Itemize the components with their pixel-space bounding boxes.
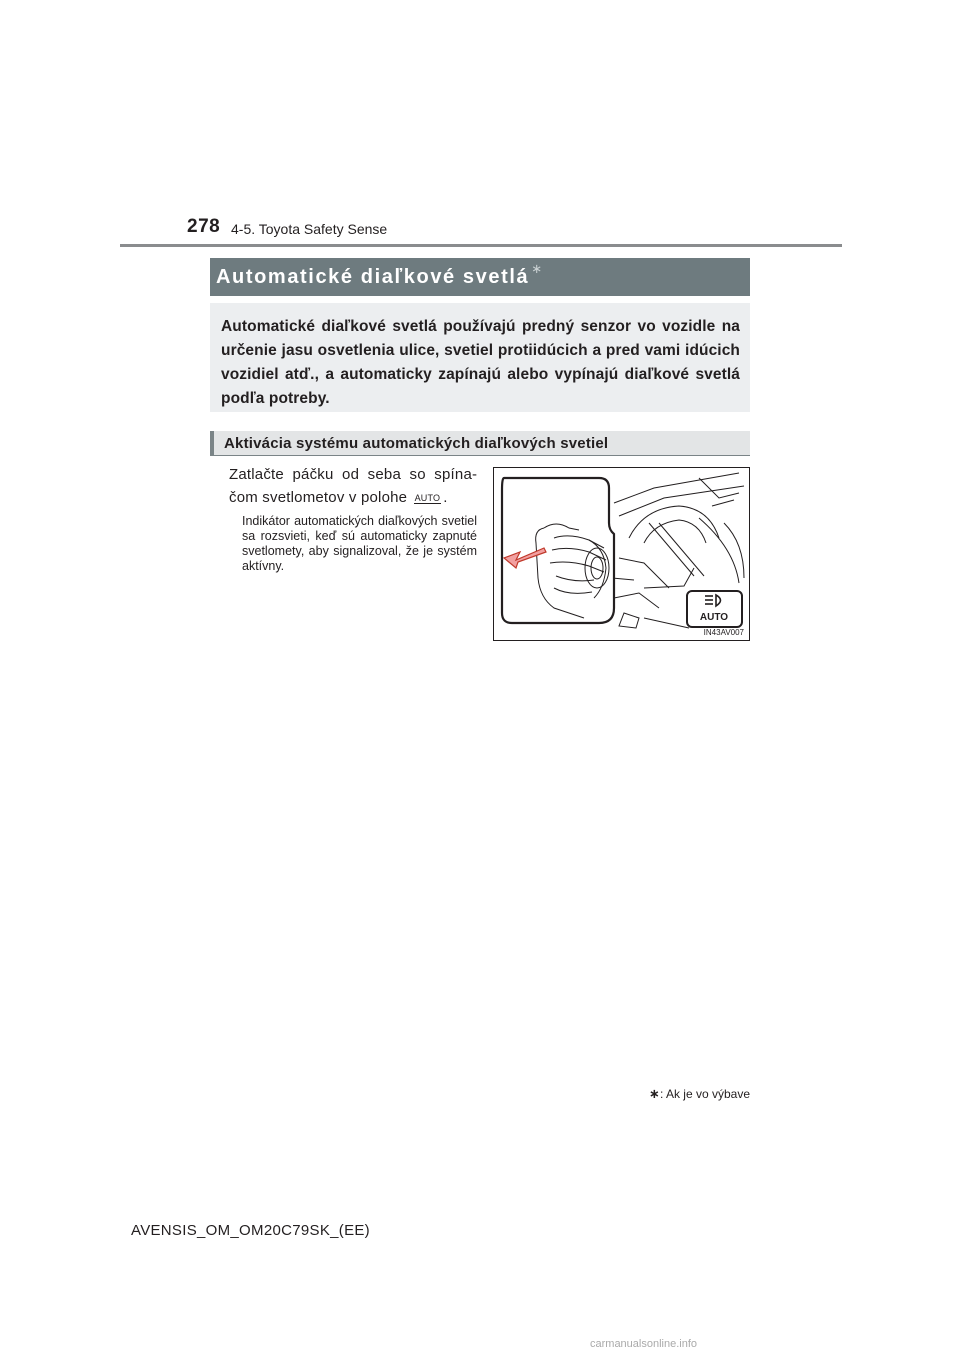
optional-equipment-marker: ∗ [531, 261, 543, 276]
page-number: 278 [187, 216, 221, 237]
section-reference: 4-5. Toyota Safety Sense [231, 221, 388, 237]
intro-text: Automatické diaľkové svetlá používajú predný senzor vo vozidle na určenie jasu osvetlenia ulice, svetiel protiidúcich a pred vami idúcich vozidiel atď., a automaticky zapínajú alebo vypínajú diaľkové svetlá podľa potreby. [221, 318, 740, 407]
watermark: carmanualsonline.info [590, 1338, 698, 1350]
intro-box [210, 303, 750, 412]
section-title: Automatické diaľkové svetlá [216, 265, 530, 288]
document-code: AVENSIS_OM_OM20C79SK_(EE) [131, 1222, 370, 1239]
figure-code: IN43AV007 [703, 628, 744, 637]
auto-position-symbol: AUTO [414, 493, 441, 503]
instruction-text [229, 463, 477, 509]
footnote-marker: ∗ [649, 1086, 660, 1101]
subsection-title-bar [210, 431, 750, 456]
headlight-switch-illustration [493, 467, 750, 641]
footnote [620, 1086, 750, 1102]
indicator-note: Indikátor automatických diaľkových svetiel sa rozsvieti, keď sú automaticky zapnuté svetlomety, aby signalizoval, že je systém aktívny. [242, 514, 477, 573]
illustration-drawing [494, 468, 749, 640]
section-title-bar [210, 258, 750, 296]
instruction-end: . [443, 489, 448, 506]
footnote-text: : Ak je vo výbave [659, 1087, 750, 1101]
auto-icon-label: AUTO [699, 612, 729, 623]
header-divider [120, 244, 842, 247]
subsection-title: Aktivácia systému automatických diaľkových svetiel [224, 434, 609, 452]
instruction-body: Zatlačte páčku od seba so spínačom svetlometov v polohe [229, 466, 477, 506]
